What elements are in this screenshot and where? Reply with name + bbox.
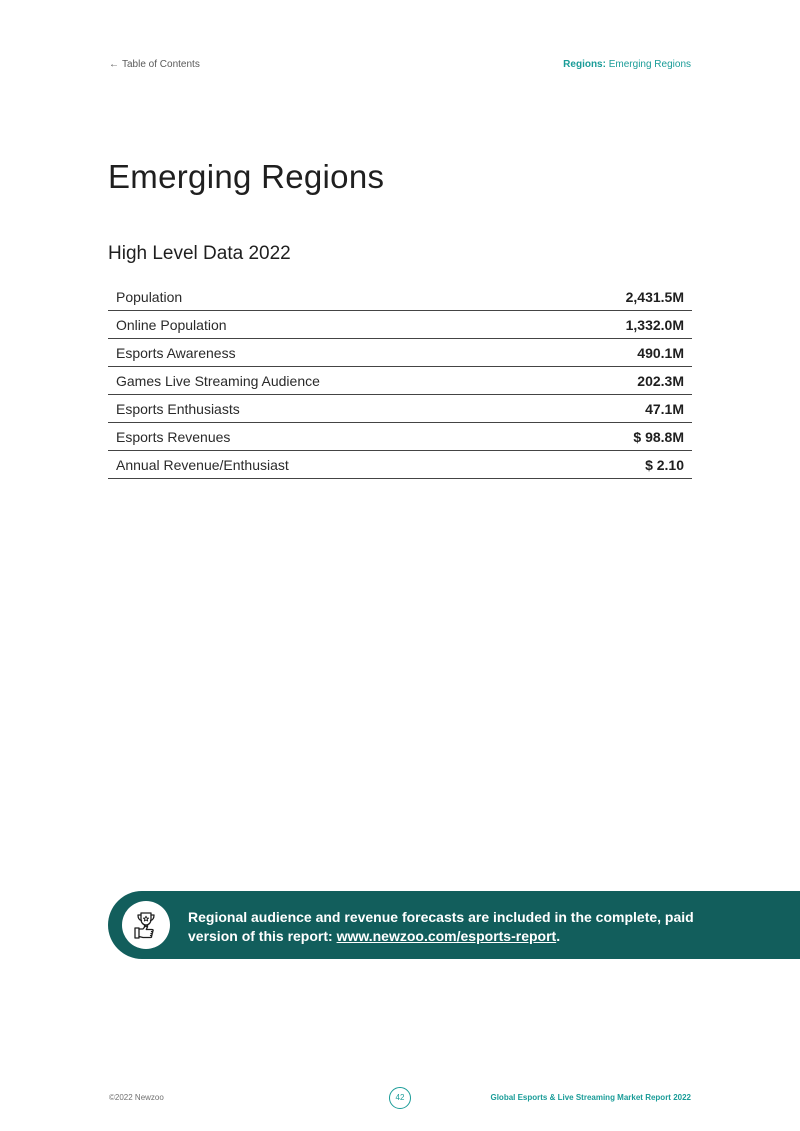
toc-link-label: Table of Contents bbox=[122, 59, 200, 70]
back-arrow-icon: ← bbox=[109, 59, 119, 70]
table-of-contents-link[interactable] bbox=[109, 59, 200, 70]
row-value: 202.3M bbox=[544, 367, 692, 395]
breadcrumb-page: Emerging Regions bbox=[608, 59, 691, 70]
table-row bbox=[108, 395, 692, 423]
row-value: $ 98.8M bbox=[544, 423, 692, 451]
row-label: Population bbox=[108, 283, 544, 311]
section-subtitle: High Level Data 2022 bbox=[108, 243, 291, 264]
banner-message bbox=[188, 908, 700, 946]
breadcrumb-section: Regions: bbox=[563, 59, 606, 70]
row-value: 2,431.5M bbox=[544, 283, 692, 311]
row-value: $ 2.10 bbox=[544, 451, 692, 479]
top-navigation bbox=[109, 59, 691, 73]
row-value: 490.1M bbox=[544, 339, 692, 367]
row-value: 47.1M bbox=[544, 395, 692, 423]
upsell-banner bbox=[108, 891, 800, 959]
banner-text-end: . bbox=[556, 928, 561, 944]
row-label: Esports Revenues bbox=[108, 423, 544, 451]
trophy-thumbs-up-icon bbox=[122, 901, 170, 949]
table-row bbox=[108, 423, 692, 451]
row-value: 1,332.0M bbox=[544, 311, 692, 339]
report-link[interactable]: www.newzoo.com/esports-report bbox=[336, 928, 557, 944]
breadcrumb[interactable] bbox=[563, 59, 691, 70]
table-row bbox=[108, 283, 692, 311]
row-label: Esports Enthusiasts bbox=[108, 395, 544, 423]
table-row bbox=[108, 311, 692, 339]
row-label: Annual Revenue/Enthusiast bbox=[108, 451, 544, 479]
page-title: Emerging Regions bbox=[108, 158, 385, 195]
table-row bbox=[108, 451, 692, 479]
row-label: Games Live Streaming Audience bbox=[108, 367, 544, 395]
page-number: 42 bbox=[389, 1087, 411, 1109]
banner-text: Regional audience and revenue forecasts are included in the complete, paid version of this report: bbox=[188, 909, 694, 944]
row-label: Online Population bbox=[108, 311, 544, 339]
copyright: ©2022 Newzoo bbox=[109, 1093, 164, 1102]
report-title: Global Esports & Live Streaming Market Report 2022 bbox=[490, 1093, 691, 1102]
table-row bbox=[108, 367, 692, 395]
high-level-data-table bbox=[108, 283, 692, 479]
table-row bbox=[108, 339, 692, 367]
row-label: Esports Awareness bbox=[108, 339, 544, 367]
page-footer bbox=[109, 1088, 691, 1108]
